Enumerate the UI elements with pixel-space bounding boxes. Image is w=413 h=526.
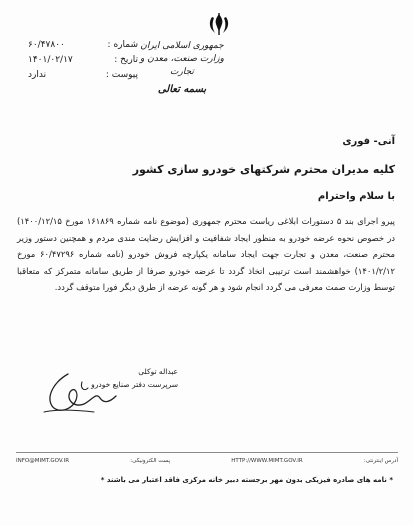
letter-number-row	[28, 38, 138, 53]
ministry-name: وزارت صنعت، معدن و تجارت	[140, 54, 224, 77]
signer-name: عبداله توکلی	[138, 367, 178, 376]
letter-meta	[28, 38, 138, 83]
iran-emblem-icon	[206, 12, 232, 36]
signer-block	[58, 365, 178, 391]
footer-email: INFO@MIMT.GOV.IR	[16, 458, 70, 464]
letterhead	[137, 40, 227, 96]
bismillah: بسمه تعالی	[157, 84, 207, 95]
footer-divider	[16, 452, 398, 453]
footer-notice: * نامه های صادره فیزیکی بدون مهر برجسته دبیر خانه مرکزی فاقد اعتبار می باشند *	[100, 476, 393, 484]
letter-date-row	[28, 53, 138, 68]
footer-website: HTTP://WWW.MIMT.GOV.IR	[231, 458, 303, 464]
letter-date-label: تاریخ :	[114, 55, 138, 65]
letter-attachment-row	[28, 68, 138, 83]
priority-label: آنی- فوری	[342, 136, 395, 147]
greeting-line: با سلام واحترام	[317, 191, 395, 202]
country-name: جمهوری اسلامی ایران	[140, 41, 224, 51]
letter-number-value: ۶۰/۴۷۸۰۰	[28, 40, 65, 50]
letter-date-value: ۱۴۰۱/۰۲/۱۷	[28, 55, 73, 65]
signer-title: سرپرست دفتر صنایع خودرو	[91, 380, 178, 389]
letter-body: پیرو اجرای بند ۵ دستورات ابلاغی ریاست محترم جمهوری (موضوع نامه شماره ۱۶۱۸۶۹ مورخ ۱۴۰۰/۱۲/۱۵) در خصوص نحوه عرضه خودرو به منظور ایجاد شفافیت و افزایش رضایت مندی مردم و همچنین دستور وزیر محترم صنعت، معدن و تجارت جهت ایجاد سامانه یکپارچه فروش خودرو (نامه شماره ۶۰/۴۷۲۹۶ مورخ ۱۴۰۱/۲/۱۲) خواهشمند است ترتیبی اتخاذ گردد تا عرضه خودرو صرفا از طریق سامانه متمرکز که متعاقبا توسط وزارت صمت معرفی می گردد انجام شود و هر گونه عرضه از طرق دیگر فورا متوقف گردد.	[17, 216, 396, 292]
recipient-line: کلیه مدیران محترم شرکتهای خودرو سازی کشور	[132, 163, 395, 176]
letter-number-label: شماره :	[107, 40, 138, 50]
letter-attachment-value: ندارد	[28, 70, 47, 80]
letter-attachment-label: پیوست :	[105, 70, 138, 80]
footer-email-label: پست الکترونیکی:	[130, 458, 171, 464]
footer-contact	[16, 458, 398, 464]
footer-address-label: آدرس اینترنتی:	[363, 458, 398, 464]
